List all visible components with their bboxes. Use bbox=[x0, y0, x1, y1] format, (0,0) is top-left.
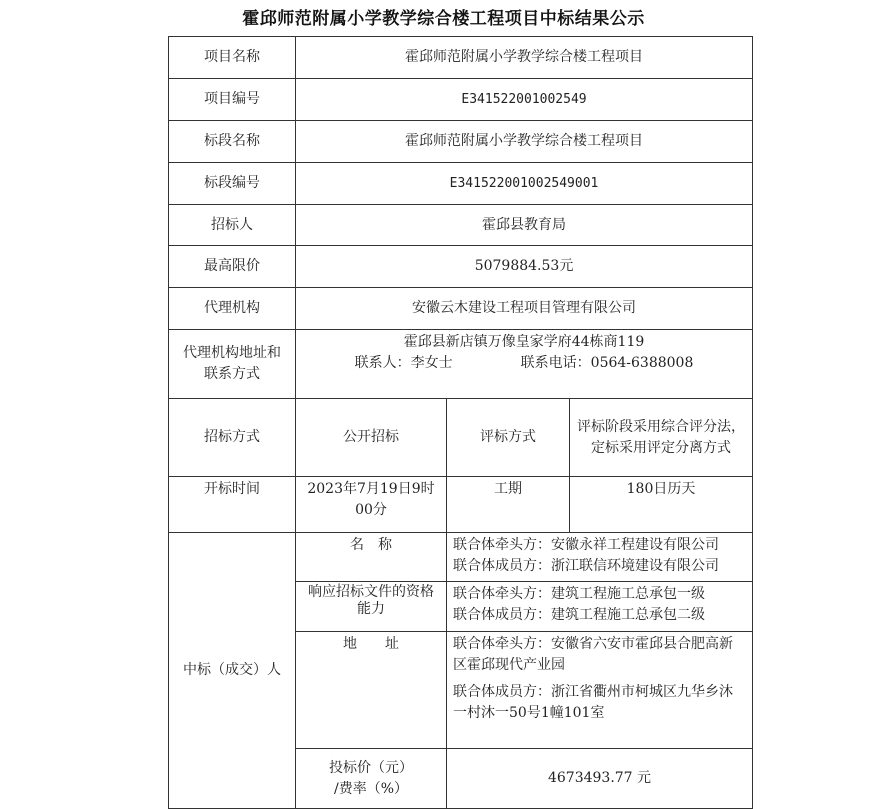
method-value: 公开招标 bbox=[296, 399, 447, 477]
section-name-label: 标段名称 bbox=[169, 121, 296, 163]
winner-label: 中标（成交）人 bbox=[169, 533, 296, 809]
tenderer-value: 霍邱县教育局 bbox=[296, 205, 753, 246]
winner-name-value bbox=[447, 533, 753, 582]
page-title: 霍邱师范附属小学教学综合楼工程项目中标结果公示 bbox=[242, 9, 645, 29]
agency-contact-value bbox=[296, 330, 753, 399]
winner-addr-lead: 联合体牵头方：安徽省六安市霍邱县合肥高新区霍邱现代产业园 bbox=[453, 636, 733, 673]
winner-addr-label: 地 址 bbox=[296, 632, 447, 749]
project-no-value: E341522001002549 bbox=[296, 79, 753, 121]
winner-qual-value bbox=[447, 582, 753, 632]
row-max-price bbox=[169, 246, 753, 288]
row-section-no bbox=[169, 163, 753, 205]
max-price-label: 最高限价 bbox=[169, 246, 296, 288]
row-tenderer bbox=[169, 205, 753, 246]
row-project-name bbox=[169, 37, 753, 79]
agency-phone: 联系电话：0564-6388008 bbox=[520, 355, 694, 371]
section-no-value: E341522001002549001 bbox=[296, 163, 753, 205]
max-price-value: 5079884.53元 bbox=[296, 246, 753, 288]
winner-bid-label-line2: /费率（%） bbox=[333, 780, 409, 797]
period-value: 180日历天 bbox=[570, 477, 753, 533]
agency-value: 安徽云木建设工程项目管理有限公司 bbox=[296, 288, 753, 330]
winner-qual-member: 联合体成员方：建筑工程施工总承包二级 bbox=[453, 607, 705, 623]
section-name-value: 霍邱师范附属小学教学综合楼工程项目 bbox=[296, 121, 753, 163]
period-label: 工期 bbox=[447, 477, 570, 533]
winner-addr-value bbox=[447, 632, 753, 749]
eval-method-label: 评标方式 bbox=[447, 399, 570, 477]
agency-contact-label-line2: 联系方式 bbox=[204, 366, 260, 382]
winner-qual-label: 响应招标文件的资格能力 bbox=[296, 582, 447, 632]
winner-name-lead: 联合体牵头方：安徽永祥工程建设有限公司 bbox=[453, 537, 719, 553]
winner-qual-lead: 联合体牵头方：建筑工程施工总承包一级 bbox=[453, 586, 705, 602]
winner-name-member: 联合体成员方：浙江联信环境建设有限公司 bbox=[453, 558, 719, 574]
row-method bbox=[169, 399, 753, 477]
winner-name-label: 名 称 bbox=[296, 533, 447, 582]
winner-bid-label bbox=[296, 749, 447, 809]
method-label: 招标方式 bbox=[169, 399, 296, 477]
row-winner-name bbox=[169, 533, 753, 582]
project-name-label: 项目名称 bbox=[169, 37, 296, 79]
row-section-name bbox=[169, 121, 753, 163]
winner-bid-label-line1: 投标价（元） bbox=[329, 759, 413, 776]
project-no-label: 项目编号 bbox=[169, 79, 296, 121]
agency-contact-label bbox=[169, 330, 296, 399]
row-agency-contact bbox=[169, 330, 753, 399]
winner-bid-value: 4673493.77 元 bbox=[447, 749, 753, 809]
opening-label: 开标时间 bbox=[169, 477, 296, 533]
row-opening bbox=[169, 477, 753, 533]
section-no-label: 标段编号 bbox=[169, 163, 296, 205]
tenderer-label: 招标人 bbox=[169, 205, 296, 246]
row-project-no bbox=[169, 79, 753, 121]
agency-contact-line bbox=[302, 353, 746, 374]
project-name-value: 霍邱师范附属小学教学综合楼工程项目 bbox=[296, 37, 753, 79]
winner-addr-member: 联合体成员方：浙江省衢州市柯城区九华乡沐一村沐一50号1幢101室 bbox=[453, 684, 733, 721]
agency-address: 霍邱县新店镇万像皇家学府44栋商119 bbox=[403, 334, 645, 350]
row-agency bbox=[169, 288, 753, 330]
result-table bbox=[168, 36, 753, 809]
eval-method-value: 评标阶段采用综合评分法，定标采用评定分离方式 bbox=[570, 399, 753, 477]
agency-contact-label-line1: 代理机构地址和 bbox=[183, 345, 281, 361]
agency-label: 代理机构 bbox=[169, 288, 296, 330]
opening-value: 2023年7月19日9时00分 bbox=[296, 477, 447, 533]
agency-contact-person: 联系人：李女士 bbox=[354, 355, 453, 371]
